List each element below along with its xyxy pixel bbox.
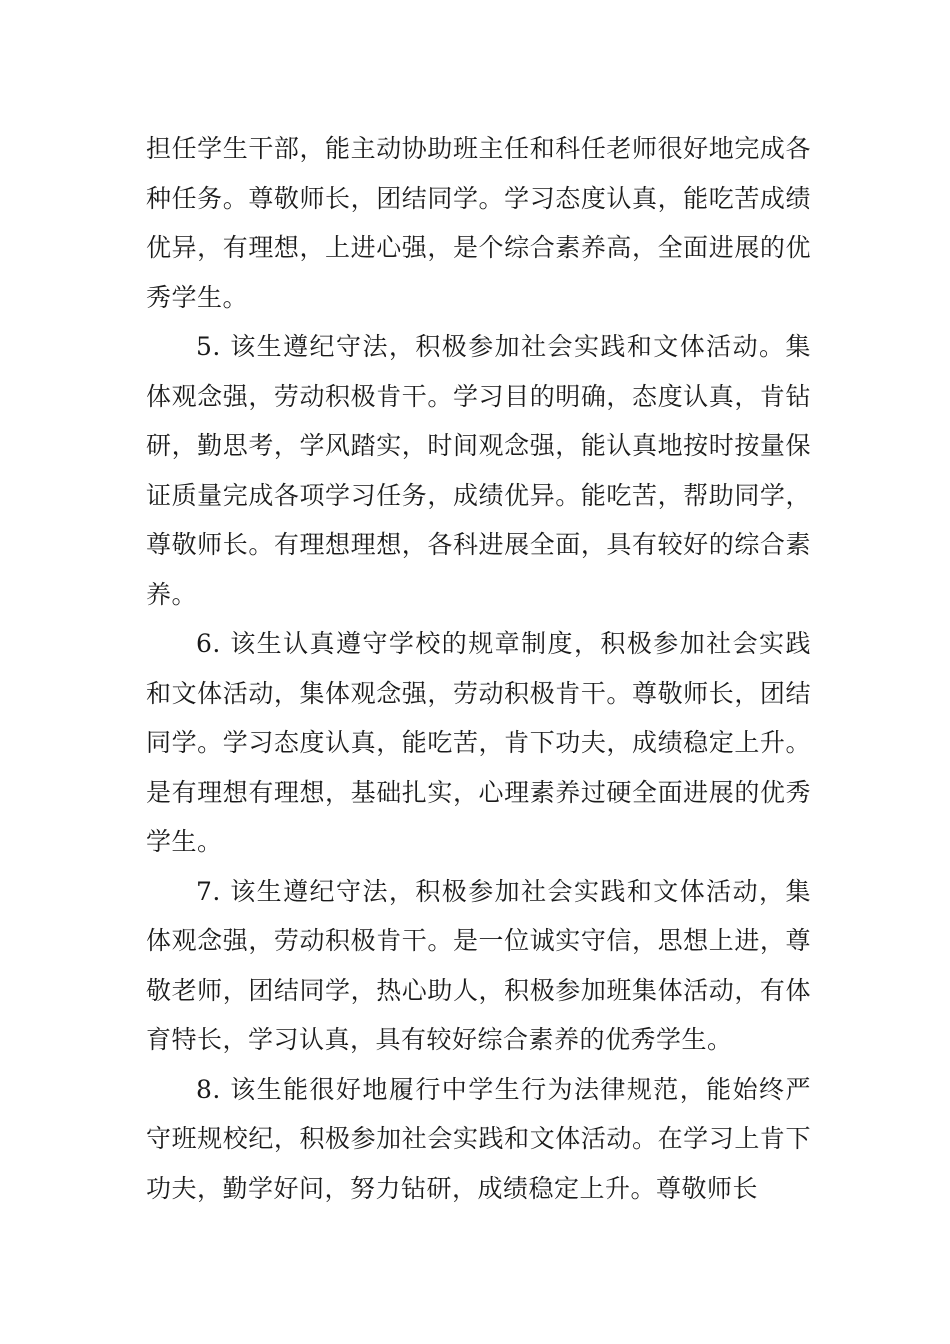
paragraph-item-6: 6. 该生认真遵守学校的规章制度，积极参加社会实践和文体活动，集体观念强，劳动积极肯干。尊敬师长，团结同学。学习态度认真，能吃苦，肯下功夫，成绩稳定上升。是有理想有理想，基础扎实，心理素养过硬全面进展的优秀学生。 — [146, 629, 811, 856]
paragraph-item-8: 8. 该生能很好地履行中学生行为法律规范，能始终严守班规校纪，积极参加社会实践和文体活动。在学习上肯下功夫，勤学好问，努力钻研，成绩稳定上升。尊敬师长 — [146, 1074, 811, 1203]
paragraph-item-5: 5. 该生遵纪守法，积极参加社会实践和文体活动。集体观念强，劳动积极肯干。学习目的明确，态度认真，肯钻研，勤思考，学风踏实，时间观念强，能认真地按时按量保证质量完成各项学习任务，成绩优异。能吃苦，帮助同学，尊敬师长。有理想理想，各科进展全面，具有较好的综合素养。 — [146, 332, 811, 609]
paragraph-continuation: 担任学生干部，能主动协助班主任和科任老师很好地完成各种任务。尊敬师长，团结同学。学习态度认真，能吃苦成绩优异，有理想，上进心强，是个综合素养高，全面进展的优秀学生。 — [146, 134, 811, 312]
paragraph-item-7: 7. 该生遵纪守法，积极参加社会实践和文体活动，集体观念强，劳动积极肯干。是一位诚实守信，思想上进，尊敬老师，团结同学，热心助人，积极参加班集体活动，有体育特长，学习认真，具有较好综合素养的优秀学生。 — [146, 876, 811, 1054]
document-body — [146, 124, 811, 1213]
